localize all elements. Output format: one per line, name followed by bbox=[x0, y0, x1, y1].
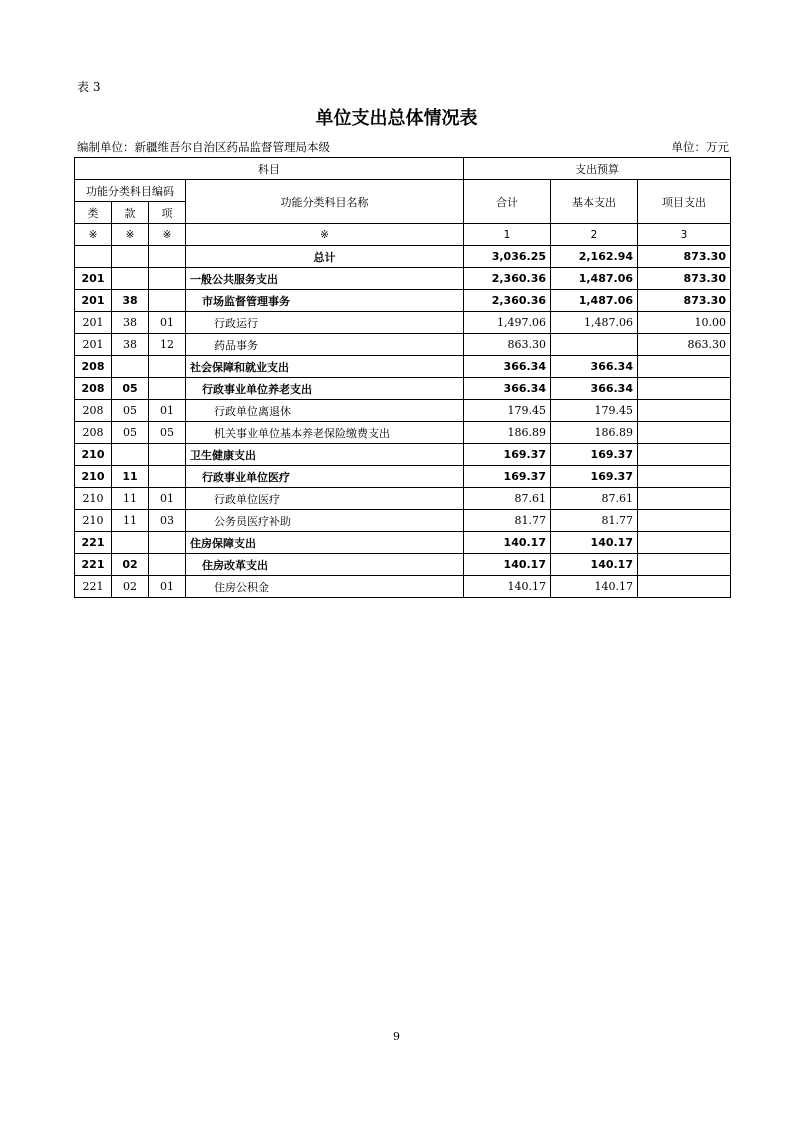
cell-project bbox=[638, 532, 731, 554]
cell-project bbox=[638, 378, 731, 400]
cell-xiang bbox=[149, 246, 186, 268]
cell-xiang bbox=[149, 356, 186, 378]
column-number-3: 3 bbox=[638, 224, 731, 246]
cell-xiang bbox=[149, 554, 186, 576]
cell-project: 873.30 bbox=[638, 268, 731, 290]
cell-kuan: 38 bbox=[112, 290, 149, 312]
cell-lei: 210 bbox=[75, 444, 112, 466]
table-row bbox=[75, 444, 731, 466]
cell-subject-name: 机关事业单位基本养老保险缴费支出 bbox=[186, 422, 464, 444]
cell-project bbox=[638, 510, 731, 532]
cell-lei: 208 bbox=[75, 400, 112, 422]
table-row bbox=[75, 246, 731, 268]
cell-kuan: 11 bbox=[112, 466, 149, 488]
cell-total: 3,036.25 bbox=[464, 246, 551, 268]
cell-subject-name: 住房公积金 bbox=[186, 576, 464, 598]
cell-subject-name: 社会保障和就业支出 bbox=[186, 356, 464, 378]
cell-lei: 208 bbox=[75, 378, 112, 400]
table-row bbox=[75, 532, 731, 554]
cell-xiang bbox=[149, 378, 186, 400]
cell-project: 10.00 bbox=[638, 312, 731, 334]
cell-subject-name: 住房保障支出 bbox=[186, 532, 464, 554]
cell-kuan: 38 bbox=[112, 334, 149, 356]
cell-project: 873.30 bbox=[638, 246, 731, 268]
cell-project: 863.30 bbox=[638, 334, 731, 356]
cell-project bbox=[638, 554, 731, 576]
cell-project bbox=[638, 488, 731, 510]
cell-kuan: 05 bbox=[112, 400, 149, 422]
cell-kuan bbox=[112, 268, 149, 290]
cell-total: 2,360.36 bbox=[464, 290, 551, 312]
cell-lei: 201 bbox=[75, 334, 112, 356]
cell-kuan: 02 bbox=[112, 554, 149, 576]
mark-kuan: ※ bbox=[112, 224, 149, 246]
cell-project bbox=[638, 356, 731, 378]
cell-total: 169.37 bbox=[464, 466, 551, 488]
cell-kuan: 38 bbox=[112, 312, 149, 334]
cell-basic: 2,162.94 bbox=[551, 246, 638, 268]
cell-xiang bbox=[149, 466, 186, 488]
cell-total: 863.30 bbox=[464, 334, 551, 356]
column-number-2: 2 bbox=[551, 224, 638, 246]
cell-subject-name: 总计 bbox=[186, 246, 464, 268]
table-row bbox=[75, 400, 731, 422]
cell-kuan bbox=[112, 246, 149, 268]
mark-lei: ※ bbox=[75, 224, 112, 246]
cell-basic: 366.34 bbox=[551, 356, 638, 378]
cell-xiang: 03 bbox=[149, 510, 186, 532]
cell-total: 1,497.06 bbox=[464, 312, 551, 334]
cell-kuan bbox=[112, 356, 149, 378]
cell-basic: 169.37 bbox=[551, 466, 638, 488]
table-row bbox=[75, 312, 731, 334]
cell-subject-name: 药品事务 bbox=[186, 334, 464, 356]
cell-lei: 208 bbox=[75, 422, 112, 444]
cell-lei: 210 bbox=[75, 510, 112, 532]
cell-kuan: 05 bbox=[112, 378, 149, 400]
cell-kuan: 11 bbox=[112, 510, 149, 532]
cell-total: 366.34 bbox=[464, 356, 551, 378]
cell-project bbox=[638, 422, 731, 444]
table-row bbox=[75, 334, 731, 356]
cell-subject-name: 行政运行 bbox=[186, 312, 464, 334]
cell-total: 186.89 bbox=[464, 422, 551, 444]
cell-project bbox=[638, 576, 731, 598]
cell-xiang: 01 bbox=[149, 312, 186, 334]
cell-basic: 87.61 bbox=[551, 488, 638, 510]
cell-lei bbox=[75, 246, 112, 268]
cell-basic: 140.17 bbox=[551, 532, 638, 554]
cell-xiang bbox=[149, 290, 186, 312]
page-number: 9 bbox=[393, 1030, 400, 1043]
header-lei: 类 bbox=[75, 202, 112, 224]
cell-xiang: 01 bbox=[149, 576, 186, 598]
cell-subject-name: 一般公共服务支出 bbox=[186, 268, 464, 290]
cell-total: 87.61 bbox=[464, 488, 551, 510]
cell-total: 140.17 bbox=[464, 554, 551, 576]
cell-xiang: 01 bbox=[149, 488, 186, 510]
cell-xiang bbox=[149, 268, 186, 290]
table-row bbox=[75, 378, 731, 400]
cell-total: 81.77 bbox=[464, 510, 551, 532]
table-row bbox=[75, 510, 731, 532]
cell-basic: 140.17 bbox=[551, 576, 638, 598]
cell-lei: 208 bbox=[75, 356, 112, 378]
cell-lei: 210 bbox=[75, 466, 112, 488]
table-row bbox=[75, 290, 731, 312]
table-row bbox=[75, 466, 731, 488]
cell-xiang bbox=[149, 444, 186, 466]
cell-subject-name: 行政事业单位医疗 bbox=[186, 466, 464, 488]
cell-basic bbox=[551, 334, 638, 356]
cell-total: 2,360.36 bbox=[464, 268, 551, 290]
table-row bbox=[75, 268, 731, 290]
cell-basic: 366.34 bbox=[551, 378, 638, 400]
cell-basic: 186.89 bbox=[551, 422, 638, 444]
header-kuan: 款 bbox=[112, 202, 149, 224]
cell-basic: 140.17 bbox=[551, 554, 638, 576]
cell-lei: 201 bbox=[75, 290, 112, 312]
header-basic: 基本支出 bbox=[551, 180, 638, 224]
cell-lei: 221 bbox=[75, 554, 112, 576]
cell-basic: 179.45 bbox=[551, 400, 638, 422]
cell-subject-name: 公务员医疗补助 bbox=[186, 510, 464, 532]
cell-xiang: 01 bbox=[149, 400, 186, 422]
header-subject-name: 功能分类科目名称 bbox=[186, 180, 464, 224]
cell-lei: 221 bbox=[75, 532, 112, 554]
cell-lei: 221 bbox=[75, 576, 112, 598]
cell-project bbox=[638, 466, 731, 488]
cell-kuan: 11 bbox=[112, 488, 149, 510]
cell-basic: 1,487.06 bbox=[551, 268, 638, 290]
cell-kuan bbox=[112, 532, 149, 554]
document-title: 单位支出总体情况表 bbox=[315, 108, 478, 129]
header-budget: 支出预算 bbox=[464, 158, 731, 180]
cell-basic: 1,487.06 bbox=[551, 312, 638, 334]
cell-lei: 201 bbox=[75, 268, 112, 290]
mark-xiang: ※ bbox=[149, 224, 186, 246]
cell-lei: 210 bbox=[75, 488, 112, 510]
cell-subject-name: 市场监督管理事务 bbox=[186, 290, 464, 312]
table-label: 表 3 bbox=[77, 80, 101, 94]
table-row bbox=[75, 422, 731, 444]
cell-project bbox=[638, 444, 731, 466]
header-total: 合计 bbox=[464, 180, 551, 224]
cell-subject-name: 住房改革支出 bbox=[186, 554, 464, 576]
column-number-1: 1 bbox=[464, 224, 551, 246]
cell-project: 873.30 bbox=[638, 290, 731, 312]
organization-label: 编制单位：新疆维吾尔自治区药品监督管理局本级 bbox=[77, 140, 330, 154]
table-row bbox=[75, 356, 731, 378]
cell-xiang bbox=[149, 532, 186, 554]
cell-total: 169.37 bbox=[464, 444, 551, 466]
cell-total: 140.17 bbox=[464, 576, 551, 598]
cell-kuan bbox=[112, 444, 149, 466]
cell-basic: 1,487.06 bbox=[551, 290, 638, 312]
cell-basic: 81.77 bbox=[551, 510, 638, 532]
cell-subject-name: 卫生健康支出 bbox=[186, 444, 464, 466]
cell-kuan: 02 bbox=[112, 576, 149, 598]
unit-label: 单位：万元 bbox=[671, 140, 729, 154]
cell-total: 366.34 bbox=[464, 378, 551, 400]
cell-basic: 169.37 bbox=[551, 444, 638, 466]
table-row bbox=[75, 488, 731, 510]
cell-subject-name: 行政单位医疗 bbox=[186, 488, 464, 510]
cell-project bbox=[638, 400, 731, 422]
table-row bbox=[75, 554, 731, 576]
expenditure-table bbox=[74, 157, 731, 598]
cell-lei: 201 bbox=[75, 312, 112, 334]
cell-kuan: 05 bbox=[112, 422, 149, 444]
cell-subject-name: 行政单位离退休 bbox=[186, 400, 464, 422]
cell-xiang: 05 bbox=[149, 422, 186, 444]
cell-xiang: 12 bbox=[149, 334, 186, 356]
cell-subject-name: 行政事业单位养老支出 bbox=[186, 378, 464, 400]
table-row bbox=[75, 576, 731, 598]
header-xiang: 项 bbox=[149, 202, 186, 224]
header-code-group: 功能分类科目编码 bbox=[75, 180, 186, 202]
cell-total: 140.17 bbox=[464, 532, 551, 554]
header-project: 项目支出 bbox=[638, 180, 731, 224]
mark-name: ※ bbox=[186, 224, 464, 246]
header-subject: 科目 bbox=[75, 158, 464, 180]
cell-total: 179.45 bbox=[464, 400, 551, 422]
